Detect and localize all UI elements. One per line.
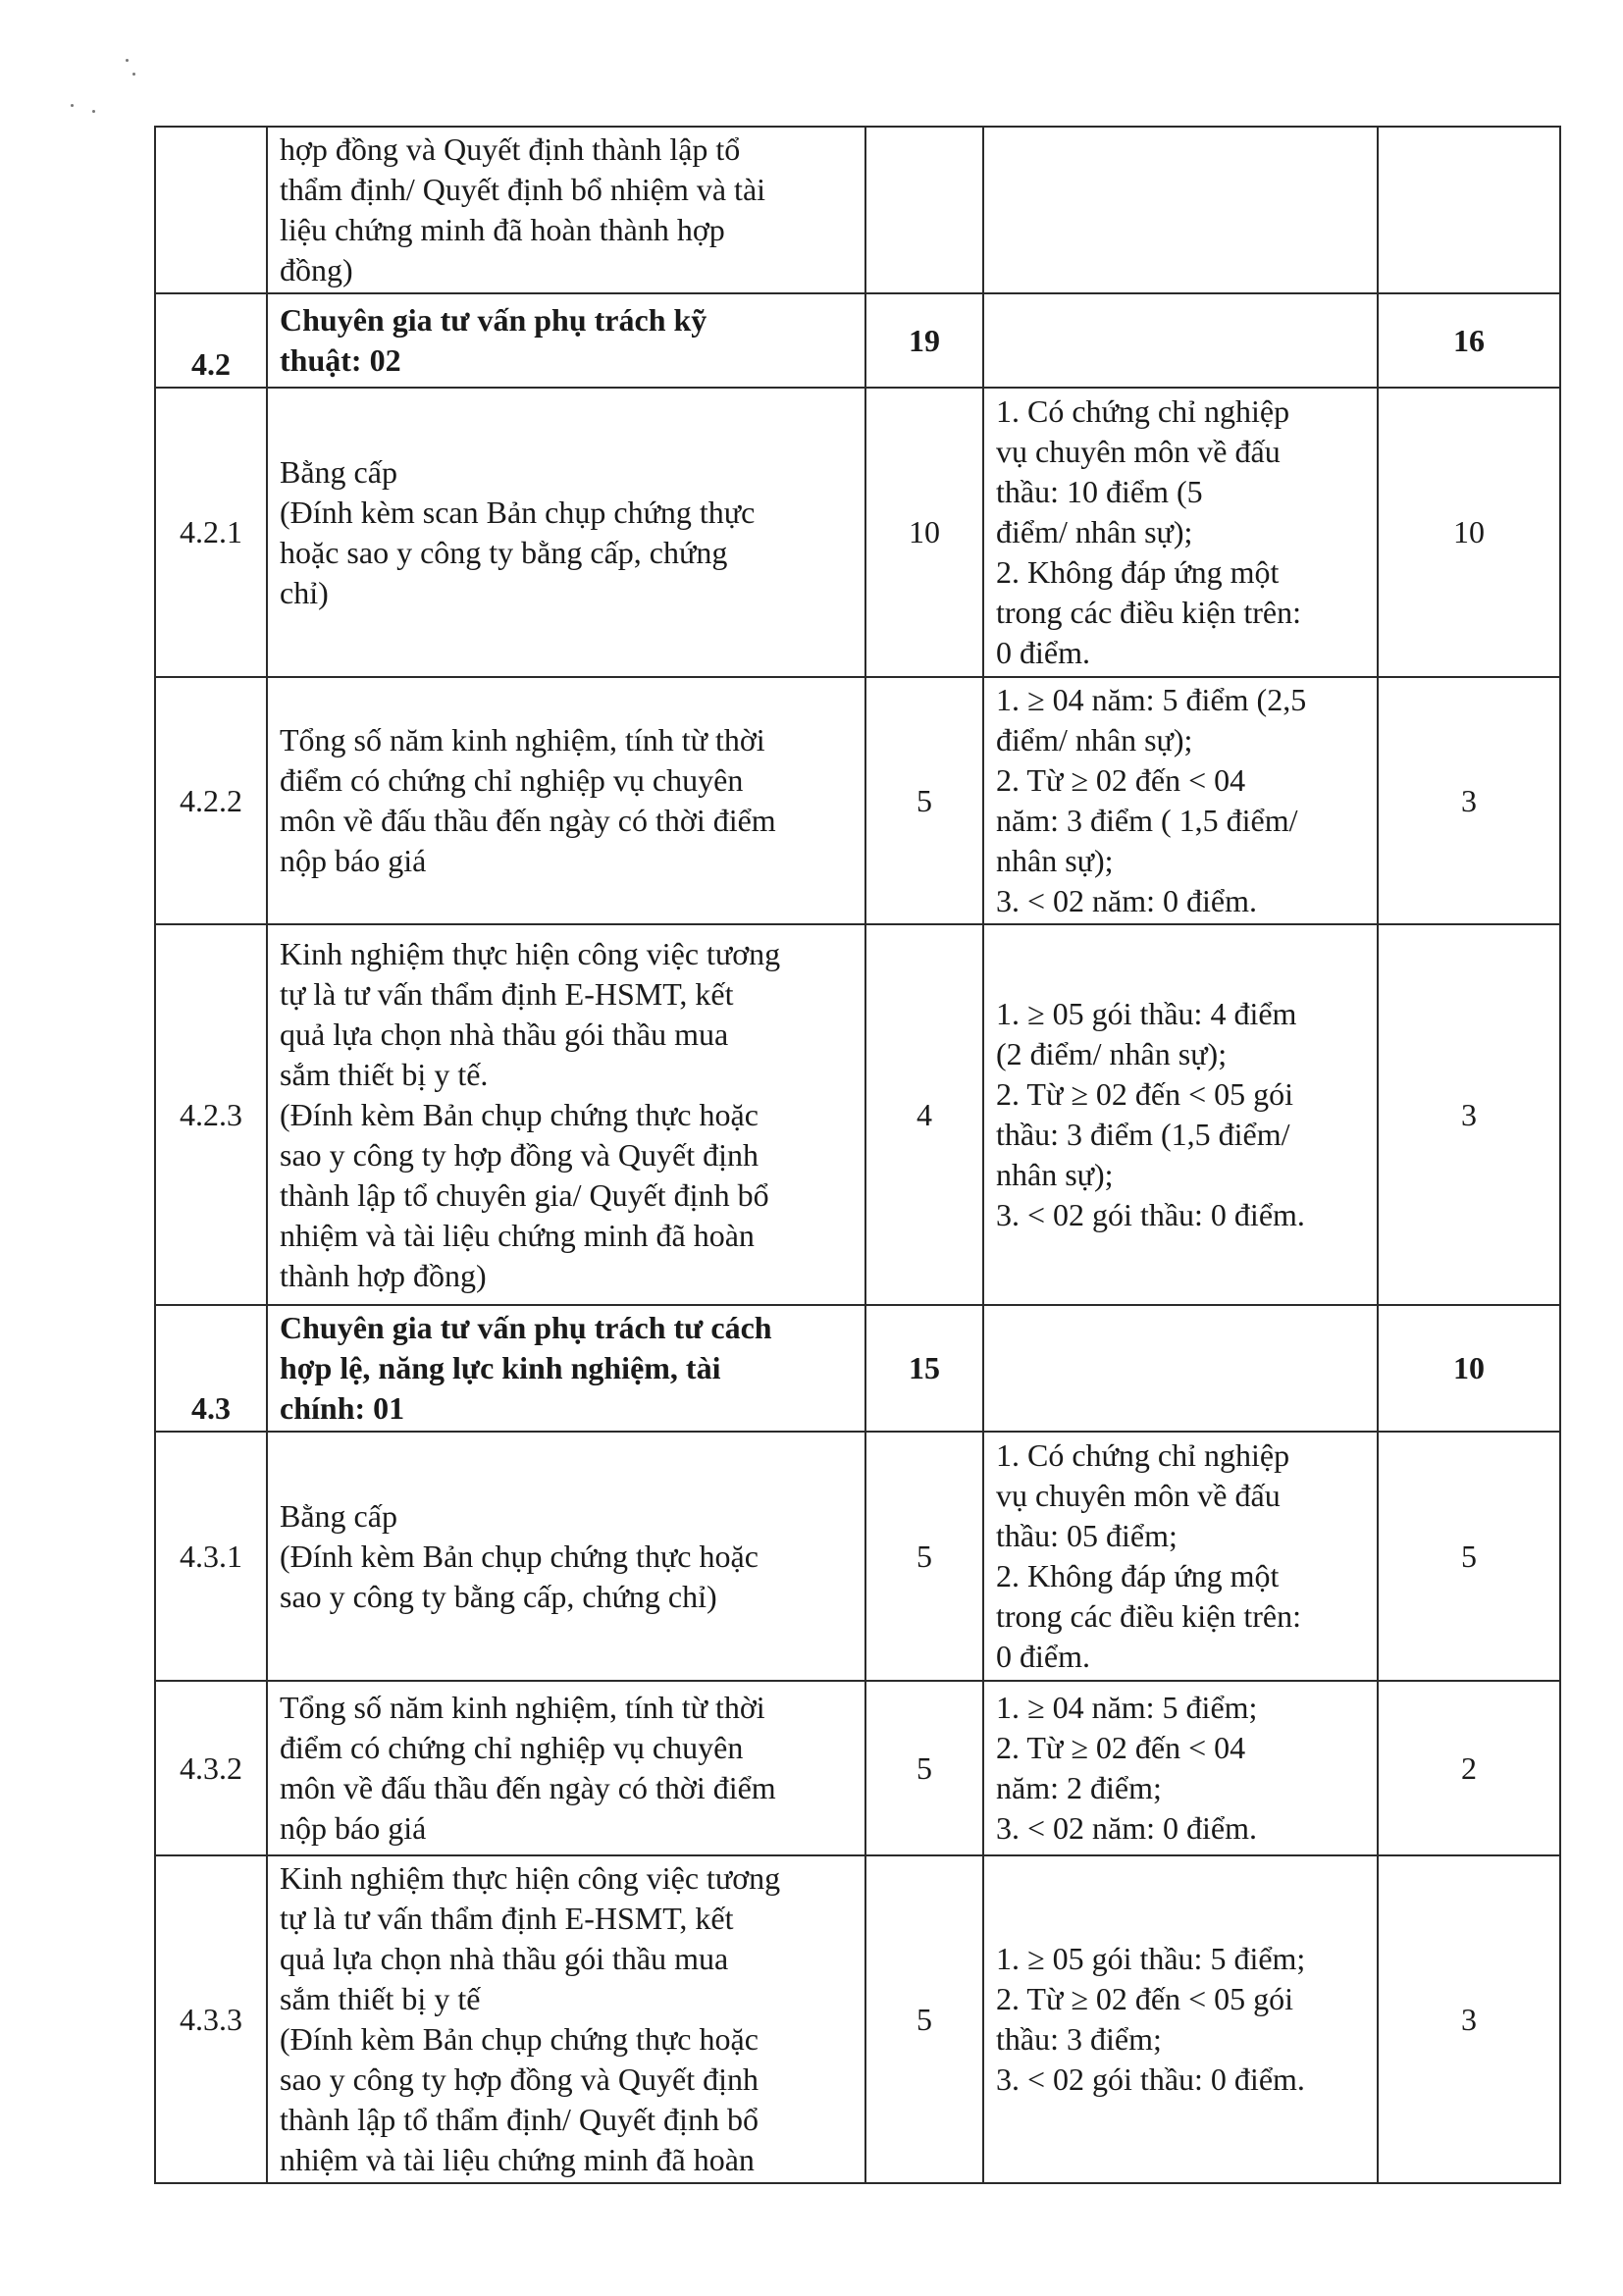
criterion-line: tự là tư vấn thẩm định E-HSMT, kết <box>280 1901 734 1936</box>
criterion-line: điểm có chứng chỉ nghiệp vụ chuyên <box>280 762 744 798</box>
scoring-rule-cell <box>983 1432 1378 1681</box>
criterion-line: chính: 01 <box>280 1390 405 1426</box>
scoring-rule-line: năm: 3 điểm ( 1,5 điểm/ <box>996 803 1298 838</box>
item-number-cell: 4.3 <box>155 1305 267 1432</box>
max-points-cell: 5 <box>865 1432 983 1681</box>
criterion-cell <box>267 677 865 924</box>
scoring-rule-line: 3. < 02 năm: 0 điểm. <box>996 883 1258 918</box>
evaluation-table <box>154 126 1561 2184</box>
scoring-rule-line: 2. Không đáp ứng một <box>996 1558 1280 1593</box>
criterion-line: hoặc sao y công ty bằng cấp, chứng <box>280 534 728 570</box>
awarded-score-cell: 16 <box>1378 293 1560 388</box>
criterion-line: Chuyên gia tư vấn phụ trách kỹ <box>280 302 707 338</box>
criterion-line: môn về đấu thầu đến ngày có thời điểm <box>280 803 776 838</box>
awarded-score-cell: 10 <box>1378 1305 1560 1432</box>
criterion-line: hợp lệ, năng lực kinh nghiệm, tài <box>280 1350 721 1385</box>
scan-speck <box>126 59 129 62</box>
criterion-cell <box>267 924 865 1305</box>
scoring-rule-line: 2. Từ ≥ 02 đến < 04 <box>996 762 1246 798</box>
item-number-cell <box>155 127 267 293</box>
scoring-rule-line: vụ chuyên môn về đấu <box>996 434 1281 469</box>
criterion-line: thẩm định/ Quyết định bổ nhiệm và tài <box>280 172 766 207</box>
awarded-score-cell: 5 <box>1378 1432 1560 1681</box>
criterion-line: nộp báo giá <box>280 843 427 878</box>
criterion-cell <box>267 1855 865 2183</box>
scoring-rule-cell <box>983 388 1378 677</box>
criterion-line: sắm thiết bị y tế <box>280 1981 481 2016</box>
max-points-cell: 4 <box>865 924 983 1305</box>
scoring-rule-line: 2. Từ ≥ 02 đến < 05 gói <box>996 1981 1294 2016</box>
criterion-line: quả lựa chọn nhà thầu gói thầu mua <box>280 1941 729 1976</box>
criterion-line: Bằng cấp <box>280 453 397 490</box>
awarded-score-cell: 10 <box>1378 388 1560 677</box>
criterion-line: Tổng số năm kinh nghiệm, tính từ thời <box>280 1690 765 1725</box>
criterion-line: quả lựa chọn nhà thầu gói thầu mua <box>280 1016 729 1052</box>
scoring-rule-cell <box>983 1305 1378 1432</box>
scoring-rule-line: (2 điểm/ nhân sự); <box>996 1036 1228 1071</box>
criterion-line: nhiệm và tài liệu chứng minh đã hoàn <box>280 2142 755 2177</box>
scoring-rule-line: 0 điểm. <box>996 1639 1090 1674</box>
criterion-line: Kinh nghiệm thực hiện công việc tương <box>280 935 781 971</box>
criterion-line: sao y công ty hợp đồng và Quyết định <box>280 2061 759 2097</box>
scoring-rule-line: thầu: 10 điểm (5 <box>996 474 1203 509</box>
criterion-line: nhiệm và tài liệu chứng minh đã hoàn <box>280 1217 755 1253</box>
criterion-line: đồng) <box>280 252 353 287</box>
table-row <box>155 127 1560 293</box>
criterion-line: thành lập tổ thẩm định/ Quyết định bổ <box>280 2102 759 2137</box>
table-row <box>155 1855 1560 2183</box>
criterion-line: chỉ) <box>280 574 329 610</box>
scoring-rule-line: 1. Có chứng chỉ nghiệp <box>996 393 1290 429</box>
scoring-rule-line: 1. ≥ 05 gói thầu: 5 điểm; <box>996 1941 1306 1976</box>
max-points-cell <box>865 127 983 293</box>
criterion-line: thành lập tổ chuyên gia/ Quyết định bổ <box>280 1176 769 1213</box>
criterion-line: thuật: 02 <box>280 342 401 378</box>
criterion-line: sao y công ty hợp đồng và Quyết định <box>280 1136 759 1173</box>
scoring-rule-line: 1. ≥ 05 gói thầu: 4 điểm <box>996 996 1297 1031</box>
awarded-score-cell: 3 <box>1378 1855 1560 2183</box>
scoring-rule-line: 3. < 02 gói thầu: 0 điểm. <box>996 1197 1305 1232</box>
criterion-line: (Đính kèm Bản chụp chứng thực hoặc <box>280 2021 759 2057</box>
item-number-cell: 4.2.1 <box>155 388 267 677</box>
max-points-cell: 5 <box>865 677 983 924</box>
scoring-rule-cell <box>983 924 1378 1305</box>
criterion-cell <box>267 1305 865 1432</box>
criterion-line: (Đính kèm Bản chụp chứng thực hoặc <box>280 1096 759 1132</box>
scoring-rule-cell <box>983 1681 1378 1855</box>
table-row <box>155 924 1560 1305</box>
scoring-rule-line: trong các điều kiện trên: <box>996 1598 1301 1634</box>
item-number-cell: 4.2.3 <box>155 924 267 1305</box>
item-number-cell: 4.2 <box>155 293 267 388</box>
scoring-rule-line: 1. Có chứng chỉ nghiệp <box>996 1437 1290 1473</box>
scoring-rule-line: 2. Từ ≥ 02 đến < 04 <box>996 1730 1246 1765</box>
item-number-cell: 4.3.2 <box>155 1681 267 1855</box>
table-row <box>155 1432 1560 1681</box>
scoring-rule-line: trong các điều kiện trên: <box>996 595 1301 630</box>
criterion-line: sao y công ty bằng cấp, chứng chỉ) <box>280 1578 717 1614</box>
criterion-cell <box>267 293 865 388</box>
criterion-line: liệu chứng minh đã hoàn thành hợp <box>280 212 725 247</box>
scoring-rule-cell <box>983 677 1378 924</box>
scoring-rule-cell <box>983 127 1378 293</box>
scoring-rule-line: năm: 2 điểm; <box>996 1770 1162 1805</box>
criterion-cell <box>267 1432 865 1681</box>
scoring-rule-line: thầu: 3 điểm (1,5 điểm/ <box>996 1117 1290 1152</box>
criterion-line: hợp đồng và Quyết định thành lập tổ <box>280 131 741 167</box>
scoring-rule-line: 2. Từ ≥ 02 đến < 05 gói <box>996 1076 1294 1112</box>
scan-speck <box>71 104 74 107</box>
scoring-rule-line: 1. ≥ 04 năm: 5 điểm; <box>996 1690 1258 1725</box>
max-points-cell: 10 <box>865 388 983 677</box>
scoring-rule-line: điểm/ nhân sự); <box>996 514 1193 549</box>
criterion-line: (Đính kèm Bản chụp chứng thực hoặc <box>280 1538 759 1574</box>
scoring-rule-line: nhân sự); <box>996 843 1114 878</box>
scoring-rule-cell <box>983 1855 1378 2183</box>
table-row <box>155 677 1560 924</box>
criterion-line: (Đính kèm scan Bản chụp chứng thực <box>280 494 756 530</box>
scan-speck <box>92 110 95 113</box>
section-row <box>155 1305 1560 1432</box>
criterion-cell <box>267 388 865 677</box>
scoring-rule-line: 0 điểm. <box>996 635 1090 670</box>
scoring-rule-line: thầu: 3 điểm; <box>996 2021 1162 2057</box>
scoring-rule-line: vụ chuyên môn về đấu <box>996 1478 1281 1513</box>
criterion-line: nộp báo giá <box>280 1810 427 1846</box>
criterion-cell <box>267 127 865 293</box>
criterion-line: tự là tư vấn thẩm định E-HSMT, kết <box>280 975 734 1012</box>
scoring-rule-line: nhân sự); <box>996 1157 1114 1192</box>
item-number-cell: 4.3.3 <box>155 1855 267 2183</box>
criterion-line: Chuyên gia tư vấn phụ trách tư cách <box>280 1310 772 1345</box>
table-row <box>155 388 1560 677</box>
criterion-line: thành hợp đồng) <box>280 1257 487 1293</box>
criterion-line: Tổng số năm kinh nghiệm, tính từ thời <box>280 722 765 757</box>
criterion-line: môn về đấu thầu đến ngày có thời điểm <box>280 1770 776 1805</box>
criterion-line: Kinh nghiệm thực hiện công việc tương <box>280 1860 781 1896</box>
evaluation-table-body <box>155 127 1560 2183</box>
awarded-score-cell: 2 <box>1378 1681 1560 1855</box>
table-row <box>155 1681 1560 1855</box>
scoring-rule-line: 1. ≥ 04 năm: 5 điểm (2,5 <box>996 682 1307 717</box>
scan-speck <box>132 73 135 76</box>
criterion-line: điểm có chứng chỉ nghiệp vụ chuyên <box>280 1730 744 1765</box>
criterion-line: sắm thiết bị y tế. <box>280 1056 489 1092</box>
awarded-score-cell <box>1378 127 1560 293</box>
awarded-score-cell: 3 <box>1378 924 1560 1305</box>
criterion-cell <box>267 1681 865 1855</box>
item-number-cell: 4.2.2 <box>155 677 267 924</box>
scoring-rule-line: thầu: 05 điểm; <box>996 1518 1178 1553</box>
scoring-rule-line: 2. Không đáp ứng một <box>996 554 1280 590</box>
criterion-line: Bằng cấp <box>280 1497 397 1534</box>
max-points-cell: 19 <box>865 293 983 388</box>
scoring-rule-line: điểm/ nhân sự); <box>996 722 1193 757</box>
scoring-rule-cell <box>983 293 1378 388</box>
scoring-rule-line: 3. < 02 gói thầu: 0 điểm. <box>996 2061 1305 2097</box>
scoring-rule-line: 3. < 02 năm: 0 điểm. <box>996 1810 1258 1846</box>
awarded-score-cell: 3 <box>1378 677 1560 924</box>
max-points-cell: 5 <box>865 1681 983 1855</box>
item-number-cell: 4.3.1 <box>155 1432 267 1681</box>
section-row <box>155 293 1560 388</box>
max-points-cell: 15 <box>865 1305 983 1432</box>
max-points-cell: 5 <box>865 1855 983 2183</box>
